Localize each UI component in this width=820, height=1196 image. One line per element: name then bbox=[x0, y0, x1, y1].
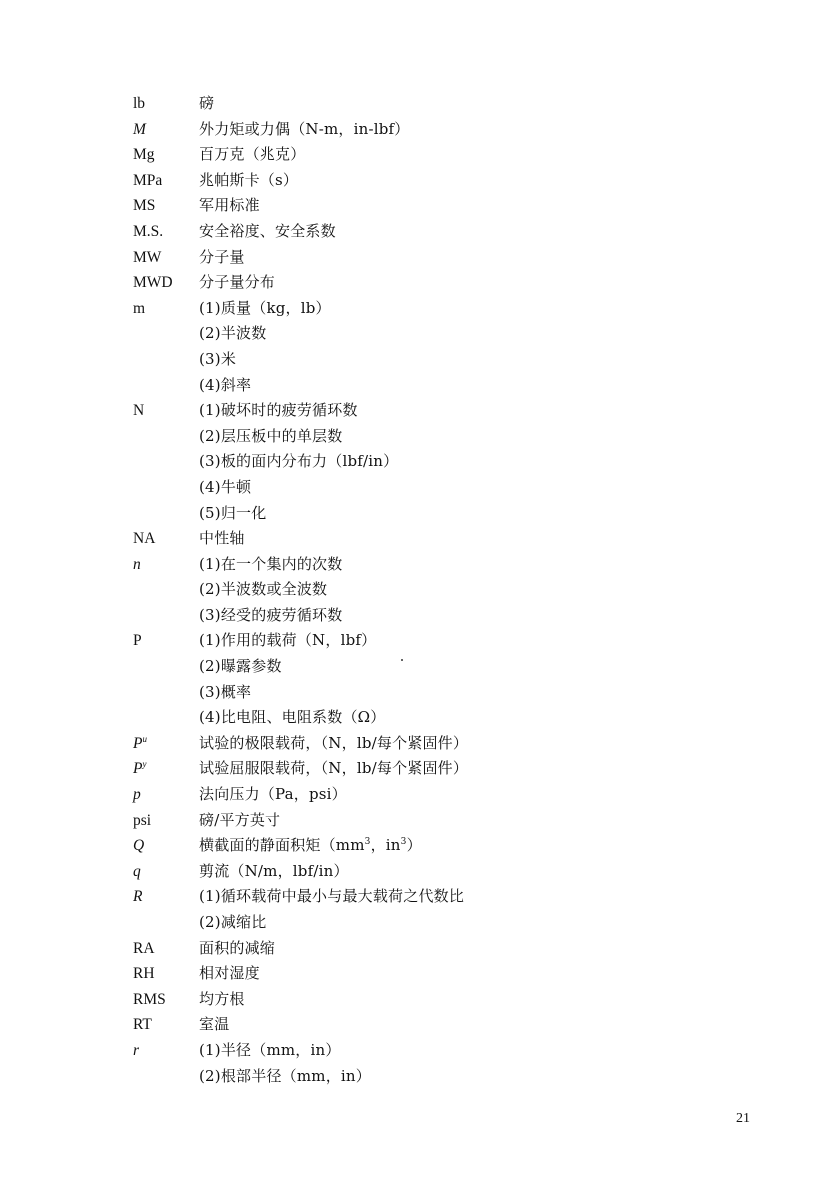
symbol-superscript: u bbox=[142, 733, 147, 744]
glossary-row bbox=[133, 501, 468, 527]
glossary-row bbox=[133, 577, 468, 603]
glossary-row bbox=[133, 705, 468, 731]
symbol bbox=[133, 654, 199, 680]
symbol bbox=[133, 603, 199, 629]
symbol-base: P bbox=[133, 760, 143, 778]
glossary-row bbox=[133, 91, 468, 117]
symbol: MPa bbox=[133, 171, 163, 189]
definition: 法向压力（Pa，psi） bbox=[199, 785, 347, 804]
symbol bbox=[133, 475, 199, 501]
symbol: N bbox=[133, 402, 145, 420]
symbol: R bbox=[133, 888, 143, 906]
definition-part: 横截面的静面积矩（mm bbox=[199, 836, 365, 855]
symbol: RH bbox=[133, 965, 155, 983]
definition: (3)经受的疲劳循环数 bbox=[199, 605, 343, 624]
definition: (2)半波数或全波数 bbox=[199, 580, 328, 599]
symbol bbox=[133, 577, 199, 603]
glossary-row bbox=[133, 961, 468, 987]
definition: 磅 bbox=[199, 94, 215, 112]
symbol bbox=[133, 501, 199, 527]
definition-part: ，in bbox=[370, 836, 401, 855]
definition: (1)半径（mm，in） bbox=[199, 1040, 341, 1059]
scan-speck bbox=[401, 659, 403, 661]
symbol: r bbox=[133, 1041, 140, 1059]
symbol bbox=[133, 910, 199, 936]
definition: (1)循环载荷中最小与最大载荷之代数比 bbox=[199, 887, 465, 906]
glossary-row bbox=[133, 526, 468, 552]
glossary-row bbox=[133, 1064, 468, 1090]
definition: 兆帕斯卡（s） bbox=[199, 170, 299, 189]
definition: (3)板的面内分布力（lbf/in） bbox=[199, 452, 399, 471]
definition: (2)半波数 bbox=[199, 324, 267, 343]
symbol-superscript: y bbox=[142, 759, 147, 770]
symbol bbox=[133, 680, 199, 706]
definition: 面积的减缩 bbox=[199, 938, 276, 957]
glossary-row bbox=[133, 142, 468, 168]
glossary-row bbox=[133, 168, 468, 194]
glossary-row bbox=[133, 987, 468, 1013]
definition: 相对湿度 bbox=[199, 964, 260, 983]
page-number: 21 bbox=[736, 1111, 750, 1126]
definition-part: ） bbox=[406, 836, 422, 855]
definition: (1)在一个集内的次数 bbox=[199, 554, 343, 573]
glossary-row bbox=[133, 347, 468, 373]
glossary-list bbox=[133, 91, 468, 1089]
symbol bbox=[133, 449, 199, 475]
glossary-row bbox=[133, 756, 468, 782]
definition: 中性轴 bbox=[199, 529, 245, 548]
definition: 安全裕度、安全系数 bbox=[199, 221, 336, 240]
glossary-row bbox=[133, 270, 468, 296]
glossary-row bbox=[133, 475, 468, 501]
definition: 试验的极限载荷，（N，lb/每个紧固件） bbox=[199, 733, 469, 752]
symbol: M bbox=[133, 120, 146, 138]
definition: 百万克（兆克） bbox=[199, 145, 306, 164]
definition: 试验屈服限载荷，（N，lb/每个紧固件） bbox=[199, 759, 469, 778]
symbol: p bbox=[133, 786, 141, 804]
symbol: RT bbox=[133, 1016, 152, 1034]
definition: (1)质量（kg，lb） bbox=[199, 298, 331, 317]
definition: 均方根 bbox=[199, 989, 245, 1008]
symbol: MW bbox=[133, 248, 162, 266]
symbol bbox=[133, 347, 199, 373]
glossary-row bbox=[133, 398, 468, 424]
definition-superscript: 3 bbox=[364, 837, 371, 848]
glossary-row bbox=[133, 782, 468, 808]
definition: (4)牛顿 bbox=[199, 477, 252, 496]
symbol bbox=[133, 373, 199, 399]
symbol bbox=[133, 731, 199, 757]
glossary-row bbox=[133, 193, 468, 219]
glossary-row bbox=[133, 884, 468, 910]
glossary-row bbox=[133, 680, 468, 706]
glossary-row bbox=[133, 449, 468, 475]
symbol bbox=[133, 424, 199, 450]
definition: 外力矩或力偶（N-m，in-lbf） bbox=[199, 119, 410, 138]
symbol: MS bbox=[133, 197, 156, 215]
definition: (4)比电阻、电阻系数（Ω） bbox=[199, 708, 386, 727]
symbol: q bbox=[133, 862, 141, 880]
definition: (3)概率 bbox=[199, 682, 252, 701]
glossary-row bbox=[133, 219, 468, 245]
glossary-row bbox=[133, 910, 468, 936]
symbol: RA bbox=[133, 939, 155, 957]
definition: (2)减缩比 bbox=[199, 913, 267, 931]
symbol: MWD bbox=[133, 274, 173, 292]
definition: 室温 bbox=[199, 1015, 230, 1034]
glossary-row bbox=[133, 373, 468, 399]
glossary-row bbox=[133, 833, 468, 859]
definition: (2)根部半径（mm，in） bbox=[199, 1066, 371, 1085]
definition: (3)米 bbox=[199, 349, 237, 368]
symbol: Mg bbox=[133, 146, 155, 164]
definition: 分子量分布 bbox=[199, 273, 276, 292]
glossary-row bbox=[133, 552, 468, 578]
symbol: RMS bbox=[133, 990, 166, 1008]
glossary-row bbox=[133, 628, 468, 654]
symbol: m bbox=[133, 299, 146, 317]
definition: (1)作用的载荷（N，lbf） bbox=[199, 631, 377, 650]
glossary-row bbox=[133, 424, 468, 450]
definition: 剪流（N/m，lbf/in） bbox=[199, 861, 349, 880]
definition: 军用标准 bbox=[199, 196, 260, 215]
glossary-row bbox=[133, 936, 468, 962]
definition: 分子量 bbox=[199, 247, 245, 266]
glossary-row bbox=[133, 808, 468, 834]
glossary-row bbox=[133, 296, 468, 322]
glossary-row bbox=[133, 859, 468, 885]
glossary-row bbox=[133, 654, 468, 680]
symbol: NA bbox=[133, 530, 156, 548]
definition: (1)破坏时的疲劳循环数 bbox=[199, 401, 358, 420]
symbol: psi bbox=[133, 811, 152, 829]
glossary-row bbox=[133, 245, 468, 271]
symbol: n bbox=[133, 555, 141, 573]
definition: 磅/平方英寸 bbox=[199, 810, 281, 829]
glossary-row bbox=[133, 603, 468, 629]
definition: (4)斜率 bbox=[199, 375, 252, 394]
symbol: M.S. bbox=[133, 222, 164, 240]
symbol bbox=[133, 756, 199, 782]
glossary-row bbox=[133, 117, 468, 143]
symbol: lb bbox=[133, 95, 146, 112]
definition-superscript: 3 bbox=[400, 837, 407, 848]
symbol: P bbox=[133, 632, 142, 650]
symbol bbox=[133, 321, 199, 347]
symbol-base: P bbox=[133, 734, 143, 752]
definition: (2)层压板中的单层数 bbox=[199, 426, 343, 445]
definition bbox=[199, 833, 422, 859]
symbol: Q bbox=[133, 837, 145, 855]
glossary-row bbox=[133, 321, 468, 347]
glossary-row bbox=[133, 1038, 468, 1064]
definition: (5)归一化 bbox=[199, 503, 267, 522]
symbol bbox=[133, 1064, 199, 1090]
symbol bbox=[133, 705, 199, 731]
definition: (2)曝露参数 bbox=[199, 657, 282, 676]
glossary-row bbox=[133, 1012, 468, 1038]
glossary-row bbox=[133, 731, 468, 757]
